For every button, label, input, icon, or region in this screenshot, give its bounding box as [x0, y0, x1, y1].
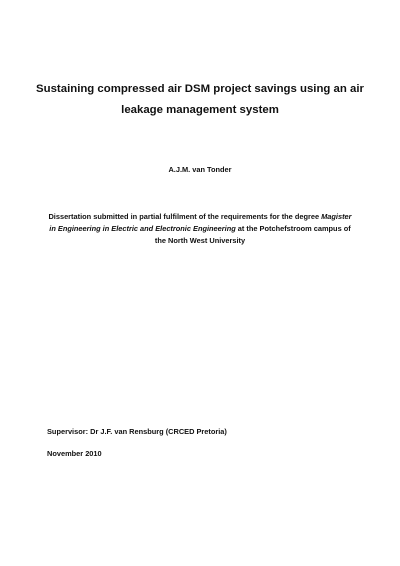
statement-text-start: Dissertation submitted in partial fulfilment of the requirements for the degree — [48, 212, 322, 221]
statement-text-end: at the Potchefstroom campus of the North West University — [154, 224, 351, 245]
degree-name: Magister in Engineering in Electric and Electronic Engineering — [49, 212, 352, 233]
submission-date: November 2010 — [47, 449, 102, 458]
dissertation-statement — [48, 211, 352, 247]
author-name: A.J.M. van Tonder — [168, 165, 232, 174]
supervisor-line: Supervisor: Dr J.F. van Rensburg (CRCED Pretoria) — [47, 427, 227, 436]
document-title: Sustaining compressed air DSM project savings using an air leakage management system — [36, 83, 364, 116]
